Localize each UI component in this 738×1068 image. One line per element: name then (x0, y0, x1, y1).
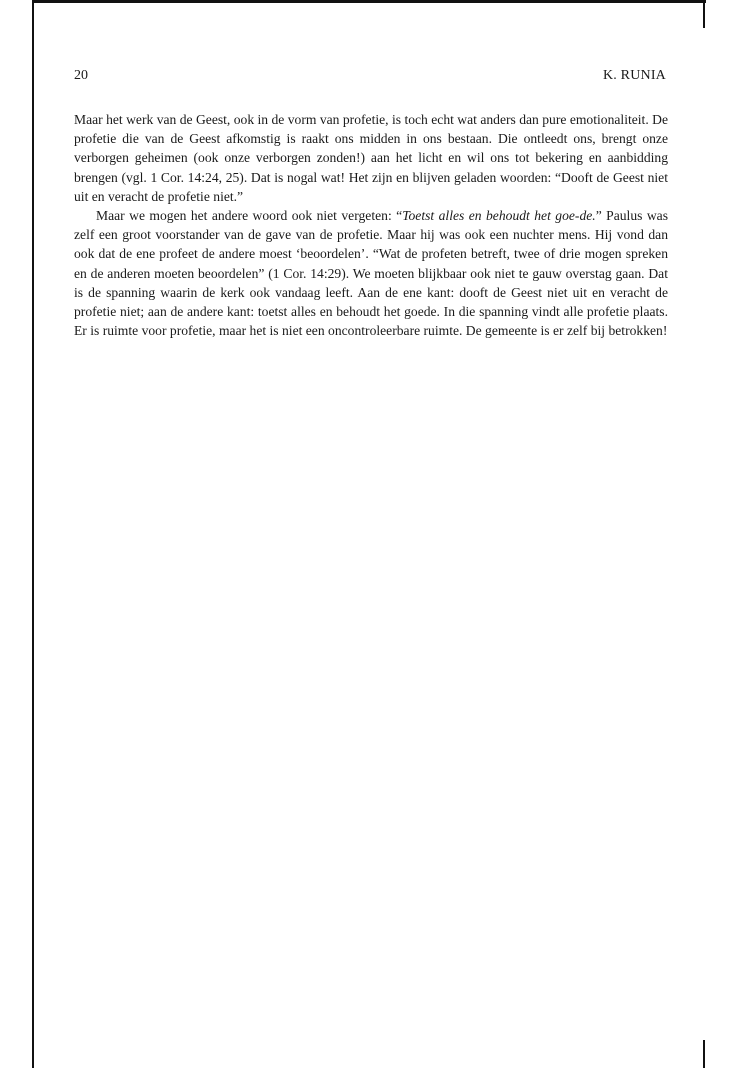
paragraph-2-quote-italic: Toetst alles en behoudt het goe-de. (402, 208, 596, 224)
paragraph-2 (74, 206, 668, 340)
scan-border-right-top (703, 0, 705, 28)
body-text (74, 110, 668, 340)
paragraph-2-rest: ” Paulus was zelf een groot voorstander van de gave van de profetie. Maar hij was ook een nuchter mens. Hij vond dan ook dat de ene profeet de andere moest ‘beoordelen’. “Wat de profeten betreft, twee of drie mogen spreken en de anderen moeten beoordelen” (1 Cor. 14:29). We moeten blijkbaar ook niet te gauw overstag gaan. Dat is de spanning waarin de kerk ook vandaag leeft. Aan de ene kant: dooft de Geest niet uit en veracht de profetie niet; aan de andere kant: toetst alles en behoudt het goede. In die spanning vindt alle profetie plaats. Er is ruimte voor profetie, maar het is niet een oncontroleerbare ruimte. De gemeente is er zelf bij betrokken! (74, 208, 668, 339)
scan-border-right-bottom (703, 1040, 705, 1068)
running-head-author: K. RUNIA (602, 68, 666, 83)
page-number: 20 (74, 68, 88, 83)
paragraph-2-start: Maar we mogen het andere woord ook niet vergeten: “ (96, 208, 403, 224)
scan-border-left (32, 0, 34, 1068)
scan-border-top (32, 0, 706, 3)
paragraph-1: Maar het werk van de Geest, ook in de vorm van profetie, is toch echt wat anders dan pure emotionaliteit. De profetie die van de Geest afkomstig is raakt ons midden in ons bestaan. Die ontleedt ons, brengt onze verborgen geheimen (ook onze verborgen zonden!) aan het licht en wil ons tot bekering en aanbidding brengen (vgl. 1 Cor. 14:24, 25). Dat is nogal wat! Het zijn en blijven geladen woorden: “Dooft de Geest niet uit en veracht de profetie niet.” (74, 112, 668, 204)
page-header (74, 68, 666, 88)
